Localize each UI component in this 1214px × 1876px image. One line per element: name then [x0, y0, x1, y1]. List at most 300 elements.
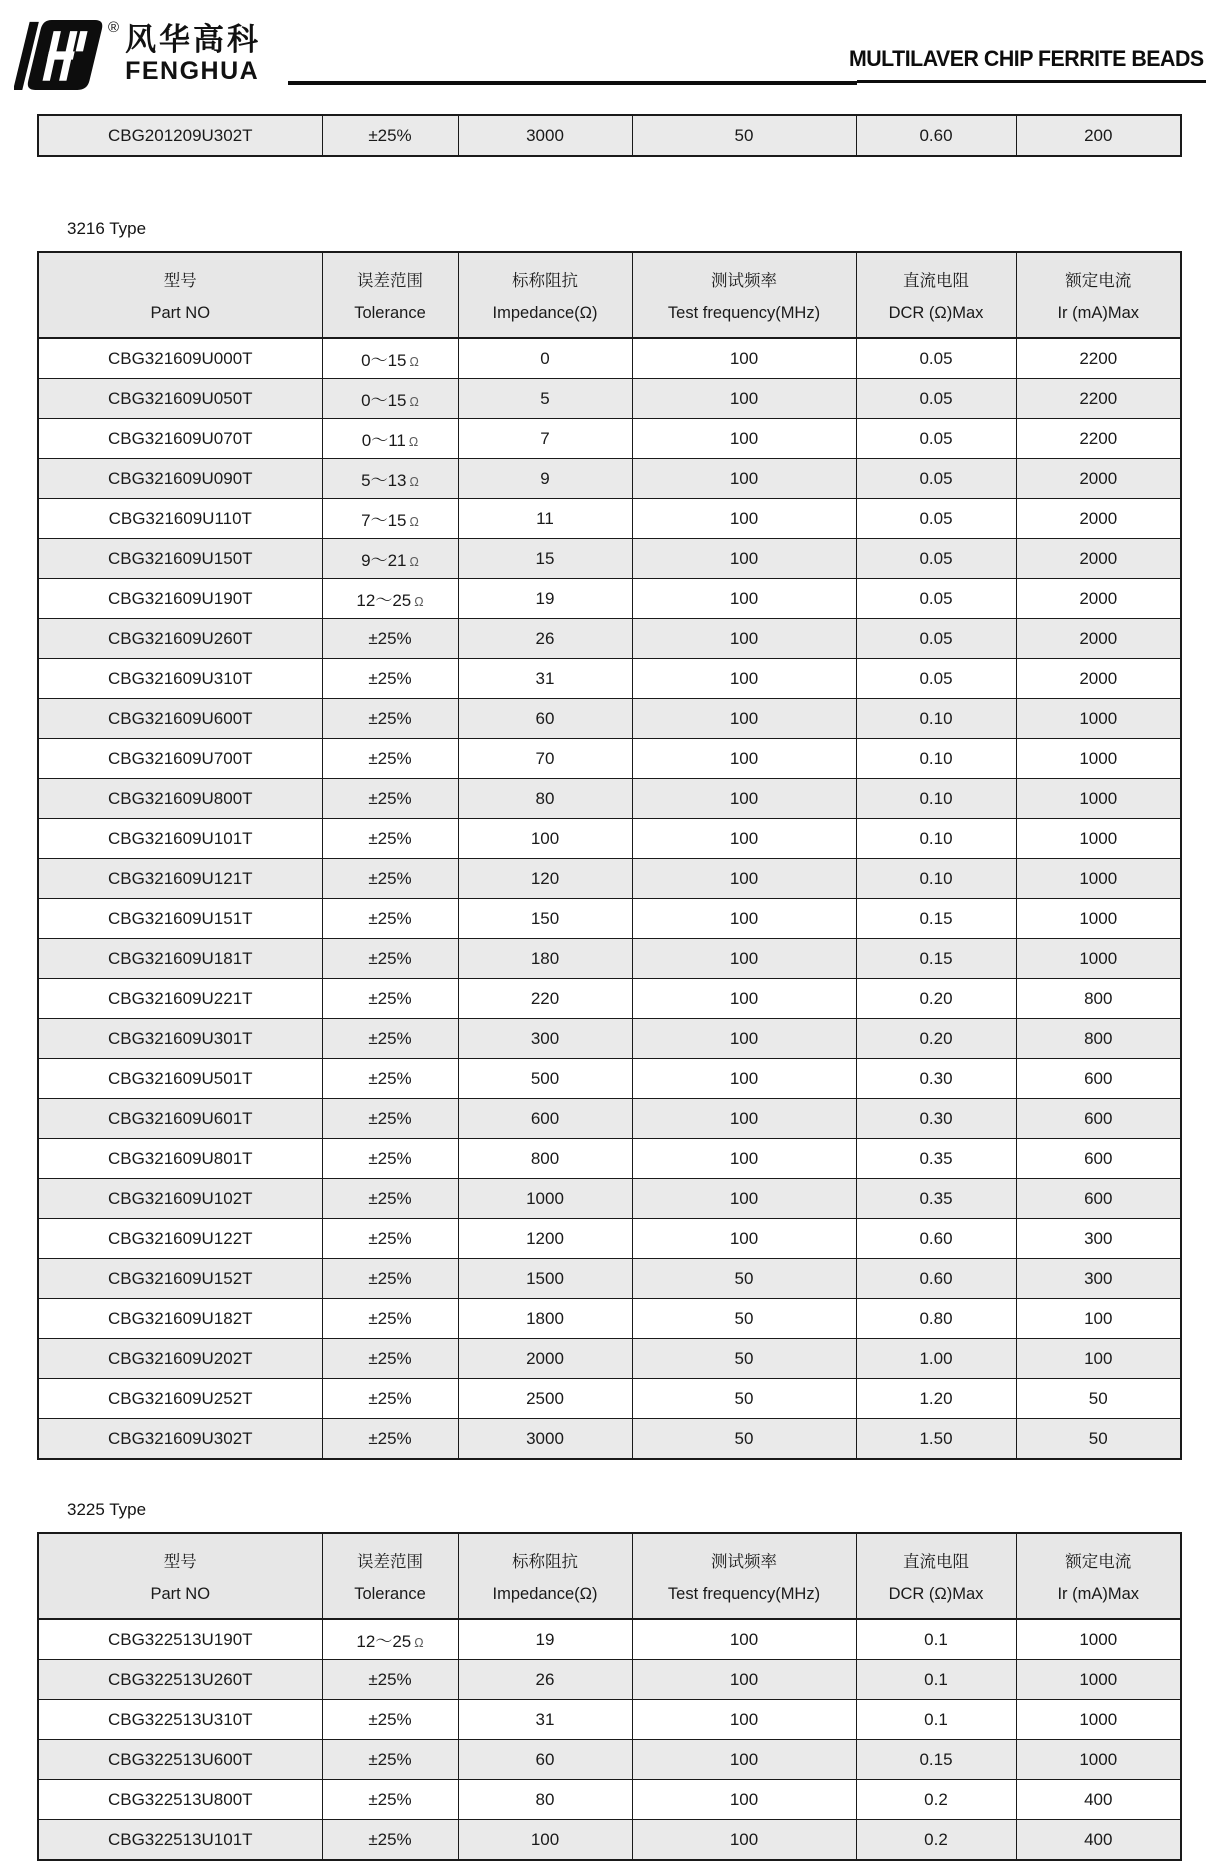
- part-no-cell: CBG321609U310T: [38, 659, 322, 699]
- test-frequency-cell: 100: [632, 819, 856, 859]
- column-header-english: Test frequency(MHz): [667, 304, 821, 323]
- impedance-cell: 120: [458, 859, 632, 899]
- ohm-unit: Ω: [409, 475, 419, 489]
- tolerance-cell: ±25%: [322, 1700, 458, 1740]
- test-frequency-cell: 100: [632, 1780, 856, 1820]
- rated-current-cell: 1000: [1016, 739, 1181, 779]
- test-frequency-cell: 100: [632, 499, 856, 539]
- impedance-cell: 1200: [458, 1219, 632, 1259]
- table-row: [38, 579, 1181, 619]
- tolerance-cell: ±25%: [322, 1419, 458, 1460]
- test-frequency-cell: 100: [632, 1740, 856, 1780]
- ohm-unit: Ω: [408, 435, 419, 449]
- dcr-cell: 0.80: [856, 1299, 1016, 1339]
- impedance-cell: 15: [458, 539, 632, 579]
- column-header: [632, 252, 856, 338]
- table-row: [38, 1299, 1181, 1339]
- part-no-cell: CBG321609U221T: [38, 979, 322, 1019]
- dcr-cell: 0.60: [856, 1259, 1016, 1299]
- tolerance-cell: ±25%: [322, 1820, 458, 1861]
- dcr-cell: 0.2: [856, 1820, 1016, 1861]
- test-frequency-cell: 100: [632, 1139, 856, 1179]
- column-header-english: Impedance(Ω): [492, 304, 598, 323]
- test-frequency-cell: 50: [632, 1339, 856, 1379]
- table-row: [38, 1059, 1181, 1099]
- rated-current-cell: 600: [1016, 1179, 1181, 1219]
- part-no-cell: CBG321609U202T: [38, 1339, 322, 1379]
- type-section-label: 3216 Type: [67, 219, 147, 238]
- test-frequency-cell: 100: [632, 1179, 856, 1219]
- tolerance-cell: ±25%: [322, 1219, 458, 1259]
- impedance-cell: 9: [458, 459, 632, 499]
- column-header-english: Test frequency(MHz): [667, 1585, 821, 1604]
- part-no-cell: CBG321609U070T: [38, 419, 322, 459]
- test-frequency-cell: 100: [632, 779, 856, 819]
- part-no-cell: CBG321609U102T: [38, 1179, 322, 1219]
- impedance-cell: 1000: [458, 1179, 632, 1219]
- rated-current-cell: 1000: [1016, 1700, 1181, 1740]
- dcr-cell: 0.1: [856, 1619, 1016, 1660]
- table-row: [38, 1660, 1181, 1700]
- tolerance-cell: ±25%: [322, 1660, 458, 1700]
- part-no-cell: CBG321609U260T: [38, 619, 322, 659]
- column-header: [322, 252, 458, 338]
- rated-current-cell: 2000: [1016, 499, 1181, 539]
- dcr-cell: 0.15: [856, 899, 1016, 939]
- impedance-cell: 1500: [458, 1259, 632, 1299]
- dcr-cell: 1.00: [856, 1339, 1016, 1379]
- part-no-cell: CBG321609U181T: [38, 939, 322, 979]
- table-row: [38, 499, 1181, 539]
- tolerance-cell: 12～25 Ω: [322, 1619, 458, 1660]
- impedance-cell: 3000: [458, 115, 632, 156]
- column-header-english: Part NO: [150, 1585, 211, 1604]
- rated-current-cell: 1000: [1016, 899, 1181, 939]
- impedance-cell: 100: [458, 819, 632, 859]
- test-frequency-cell: 100: [632, 1099, 856, 1139]
- dcr-cell: 1.50: [856, 1419, 1016, 1460]
- tolerance-cell: 5～13 Ω: [322, 459, 458, 499]
- tolerance-cell: ±25%: [322, 699, 458, 739]
- impedance-cell: 7: [458, 419, 632, 459]
- fenghua-logo-mark-icon: [14, 18, 106, 92]
- rated-current-cell: 300: [1016, 1259, 1181, 1299]
- impedance-cell: 26: [458, 619, 632, 659]
- test-frequency-cell: 50: [632, 1419, 856, 1460]
- fenghua-logo: [14, 18, 261, 92]
- tolerance-cell: 0～11 Ω: [322, 419, 458, 459]
- part-no-cell: CBG321609U110T: [38, 499, 322, 539]
- column-header-english: Impedance(Ω): [492, 1585, 598, 1604]
- tolerance-cell: 7～15 Ω: [322, 499, 458, 539]
- test-frequency-cell: 100: [632, 979, 856, 1019]
- table-row: [38, 115, 1181, 156]
- impedance-cell: 300: [458, 1019, 632, 1059]
- page-content: [37, 114, 1180, 1861]
- table-row: [38, 1179, 1181, 1219]
- rated-current-cell: 100: [1016, 1299, 1181, 1339]
- ohm-unit: Ω: [414, 1636, 424, 1650]
- impedance-cell: 80: [458, 779, 632, 819]
- impedance-cell: 0: [458, 338, 632, 379]
- parts-spec-table: [37, 251, 1182, 1460]
- rated-current-cell: 2000: [1016, 579, 1181, 619]
- impedance-cell: 19: [458, 579, 632, 619]
- test-frequency-cell: 100: [632, 338, 856, 379]
- dcr-cell: 0.05: [856, 579, 1016, 619]
- header-divider-thick-segment: [288, 81, 857, 85]
- table-row: [38, 1820, 1181, 1861]
- test-frequency-cell: 100: [632, 1219, 856, 1259]
- part-no-cell: CBG322513U101T: [38, 1820, 322, 1861]
- tolerance-cell: ±25%: [322, 1339, 458, 1379]
- dcr-cell: 0.15: [856, 939, 1016, 979]
- rated-current-cell: 1000: [1016, 939, 1181, 979]
- column-header-chinese: 额定电流: [1065, 1552, 1132, 1571]
- rated-current-cell: 1000: [1016, 779, 1181, 819]
- table-row: [38, 1339, 1181, 1379]
- column-header-chinese: 型号: [163, 1552, 197, 1571]
- part-no-cell: CBG321609U800T: [38, 779, 322, 819]
- dcr-cell: 0.20: [856, 1019, 1016, 1059]
- table-row: [38, 979, 1181, 1019]
- impedance-cell: 31: [458, 659, 632, 699]
- rated-current-cell: 400: [1016, 1780, 1181, 1820]
- rated-current-cell: 2200: [1016, 338, 1181, 379]
- column-header: [632, 1533, 856, 1619]
- test-frequency-cell: 100: [632, 659, 856, 699]
- tolerance-cell: ±25%: [322, 1780, 458, 1820]
- column-header: [458, 1533, 632, 1619]
- table-row: [38, 739, 1181, 779]
- dcr-cell: 0.60: [856, 115, 1016, 156]
- impedance-cell: 60: [458, 1740, 632, 1780]
- column-header-chinese: 型号: [163, 271, 197, 290]
- dcr-cell: 1.20: [856, 1379, 1016, 1419]
- tolerance-cell: ±25%: [322, 1139, 458, 1179]
- table-row: [38, 779, 1181, 819]
- table-row: [38, 539, 1181, 579]
- tolerance-cell: 9～21 Ω: [322, 539, 458, 579]
- test-frequency-cell: 100: [632, 459, 856, 499]
- part-no-cell: CBG322513U800T: [38, 1780, 322, 1820]
- part-no-cell: CBG321609U302T: [38, 1419, 322, 1460]
- table-row: [38, 1740, 1181, 1780]
- table-row: [38, 899, 1181, 939]
- rated-current-cell: 2000: [1016, 539, 1181, 579]
- part-no-cell: CBG322513U600T: [38, 1740, 322, 1780]
- test-frequency-cell: 100: [632, 899, 856, 939]
- tolerance-cell: 0～15 Ω: [322, 379, 458, 419]
- column-header-chinese: 误差范围: [357, 1552, 423, 1571]
- dcr-cell: 0.05: [856, 619, 1016, 659]
- dcr-cell: 0.10: [856, 859, 1016, 899]
- table-row: [38, 819, 1181, 859]
- column-header-english: Part NO: [150, 304, 211, 323]
- brand-text: [125, 24, 261, 84]
- rated-current-cell: 600: [1016, 1059, 1181, 1099]
- part-no-cell: CBG321609U182T: [38, 1299, 322, 1339]
- document-title: MULTILAVER CHIP FERRITE BEADS: [849, 46, 1204, 71]
- part-no-cell: CBG321609U501T: [38, 1059, 322, 1099]
- dcr-cell: 0.1: [856, 1660, 1016, 1700]
- column-header-english: DCR (Ω)Max: [888, 304, 984, 323]
- dcr-cell: 0.60: [856, 1219, 1016, 1259]
- part-no-cell: CBG321609U601T: [38, 1099, 322, 1139]
- type-sections: [37, 219, 1180, 1861]
- column-header-chinese: 标称阻抗: [512, 271, 578, 290]
- rated-current-cell: 50: [1016, 1419, 1181, 1460]
- test-frequency-cell: 50: [632, 115, 856, 156]
- rated-current-cell: 300: [1016, 1219, 1181, 1259]
- type-section-label: 3225 Type: [67, 1500, 147, 1519]
- table-row: [38, 1700, 1181, 1740]
- table-row: [38, 338, 1181, 379]
- dcr-cell: 0.20: [856, 979, 1016, 1019]
- test-frequency-cell: 100: [632, 379, 856, 419]
- dcr-cell: 0.05: [856, 379, 1016, 419]
- table-row: [38, 619, 1181, 659]
- part-no-cell: CBG201209U302T: [38, 115, 322, 156]
- column-header-english: Ir (mA)Max: [1057, 304, 1140, 323]
- rated-current-cell: 2200: [1016, 379, 1181, 419]
- table-row: [38, 1139, 1181, 1179]
- column-header-english: Tolerance: [354, 304, 426, 323]
- column-header-chinese: 直流电阻: [903, 1552, 969, 1571]
- rated-current-cell: 400: [1016, 1820, 1181, 1861]
- tolerance-cell: ±25%: [322, 1259, 458, 1299]
- impedance-cell: 100: [458, 1820, 632, 1861]
- tolerance-cell: ±25%: [322, 115, 458, 156]
- part-no-cell: CBG322513U190T: [38, 1619, 322, 1660]
- rated-current-cell: 800: [1016, 979, 1181, 1019]
- column-header-chinese: 标称阻抗: [512, 1552, 578, 1571]
- impedance-cell: 5: [458, 379, 632, 419]
- dcr-cell: 0.30: [856, 1099, 1016, 1139]
- table-row: [38, 419, 1181, 459]
- impedance-cell: 1800: [458, 1299, 632, 1339]
- ohm-unit: Ω: [409, 355, 419, 369]
- test-frequency-cell: 100: [632, 1059, 856, 1099]
- part-no-cell: CBG321609U150T: [38, 539, 322, 579]
- impedance-cell: 19: [458, 1619, 632, 1660]
- table-row: [38, 1780, 1181, 1820]
- dcr-cell: 0.30: [856, 1059, 1016, 1099]
- part-no-cell: CBG321609U252T: [38, 1379, 322, 1419]
- part-no-cell: CBG321609U600T: [38, 699, 322, 739]
- part-no-cell: CBG321609U700T: [38, 739, 322, 779]
- column-header-chinese: 直流电阻: [903, 271, 969, 290]
- rated-current-cell: 1000: [1016, 819, 1181, 859]
- tolerance-cell: ±25%: [322, 1299, 458, 1339]
- part-no-cell: CBG321609U190T: [38, 579, 322, 619]
- test-frequency-cell: 50: [632, 1299, 856, 1339]
- column-header: [322, 1533, 458, 1619]
- column-header-chinese: 误差范围: [357, 271, 423, 290]
- tolerance-cell: ±25%: [322, 819, 458, 859]
- tolerance-cell: ±25%: [322, 1740, 458, 1780]
- tolerance-cell: ±25%: [322, 1059, 458, 1099]
- table-row: [38, 939, 1181, 979]
- table-header-row: [38, 252, 1181, 338]
- test-frequency-cell: 100: [632, 1700, 856, 1740]
- test-frequency-cell: 100: [632, 619, 856, 659]
- column-header: [856, 1533, 1016, 1619]
- dcr-cell: 0.35: [856, 1179, 1016, 1219]
- table-row: [38, 1379, 1181, 1419]
- rated-current-cell: 1000: [1016, 1740, 1181, 1780]
- ohm-unit: Ω: [409, 555, 419, 569]
- column-header-chinese: 测试频率: [711, 271, 777, 290]
- impedance-cell: 220: [458, 979, 632, 1019]
- header-divider: [288, 80, 1206, 85]
- test-frequency-cell: 50: [632, 1379, 856, 1419]
- dcr-cell: 0.05: [856, 499, 1016, 539]
- part-no-cell: CBG321609U121T: [38, 859, 322, 899]
- test-frequency-cell: 100: [632, 1619, 856, 1660]
- rated-current-cell: 100: [1016, 1339, 1181, 1379]
- impedance-cell: 180: [458, 939, 632, 979]
- ohm-unit: Ω: [409, 395, 419, 409]
- test-frequency-cell: 100: [632, 1019, 856, 1059]
- impedance-cell: 70: [458, 739, 632, 779]
- tolerance-cell: ±25%: [322, 939, 458, 979]
- dcr-cell: 0.05: [856, 659, 1016, 699]
- ohm-unit: Ω: [414, 595, 424, 609]
- tolerance-cell: ±25%: [322, 1179, 458, 1219]
- impedance-cell: 26: [458, 1660, 632, 1700]
- column-header: [856, 252, 1016, 338]
- column-header-english: DCR (Ω)Max: [888, 1585, 984, 1604]
- part-no-cell: CBG321609U050T: [38, 379, 322, 419]
- impedance-cell: 11: [458, 499, 632, 539]
- impedance-cell: 80: [458, 1780, 632, 1820]
- ohm-unit: Ω: [409, 515, 419, 529]
- table-row: [38, 459, 1181, 499]
- test-frequency-cell: 100: [632, 579, 856, 619]
- rated-current-cell: 800: [1016, 1019, 1181, 1059]
- table-row: [38, 1099, 1181, 1139]
- test-frequency-cell: 100: [632, 1660, 856, 1700]
- test-frequency-cell: 100: [632, 419, 856, 459]
- impedance-cell: 2000: [458, 1339, 632, 1379]
- parts-spec-table: [37, 1532, 1182, 1861]
- rated-current-cell: 600: [1016, 1099, 1181, 1139]
- dcr-cell: 0.10: [856, 779, 1016, 819]
- part-no-cell: CBG321609U151T: [38, 899, 322, 939]
- rated-current-cell: 1000: [1016, 1660, 1181, 1700]
- column-header: [38, 252, 322, 338]
- dcr-cell: 0.1: [856, 1700, 1016, 1740]
- table-header-row: [38, 1533, 1181, 1619]
- brand-name-english: FENGHUA: [125, 57, 260, 85]
- table-row: [38, 379, 1181, 419]
- impedance-cell: 500: [458, 1059, 632, 1099]
- tolerance-cell: ±25%: [322, 779, 458, 819]
- table-row: [38, 1019, 1181, 1059]
- brand-name-chinese: 风华高科: [125, 22, 262, 57]
- dcr-cell: 0.2: [856, 1780, 1016, 1820]
- tolerance-cell: ±25%: [322, 659, 458, 699]
- rated-current-cell: 2000: [1016, 659, 1181, 699]
- test-frequency-cell: 100: [632, 939, 856, 979]
- part-no-cell: CBG321609U101T: [38, 819, 322, 859]
- tolerance-cell: ±25%: [322, 619, 458, 659]
- impedance-cell: 800: [458, 1139, 632, 1179]
- test-frequency-cell: 100: [632, 859, 856, 899]
- test-frequency-cell: 50: [632, 1259, 856, 1299]
- tolerance-cell: ±25%: [322, 739, 458, 779]
- tolerance-cell: ±25%: [322, 1099, 458, 1139]
- impedance-cell: 600: [458, 1099, 632, 1139]
- rated-current-cell: 1000: [1016, 1619, 1181, 1660]
- part-no-cell: CBG321609U000T: [38, 338, 322, 379]
- column-header: [458, 252, 632, 338]
- part-no-cell: CBG321609U301T: [38, 1019, 322, 1059]
- dcr-cell: 0.15: [856, 1740, 1016, 1780]
- rated-current-cell: 2000: [1016, 619, 1181, 659]
- test-frequency-cell: 100: [632, 539, 856, 579]
- test-frequency-cell: 100: [632, 1820, 856, 1861]
- test-frequency-cell: 100: [632, 699, 856, 739]
- part-no-cell: CBG322513U260T: [38, 1660, 322, 1700]
- dcr-cell: 0.35: [856, 1139, 1016, 1179]
- carryover-row-table: [37, 114, 1182, 157]
- column-header: [1016, 1533, 1181, 1619]
- header-divider-thin-segment: [857, 80, 1206, 83]
- dcr-cell: 0.10: [856, 819, 1016, 859]
- table-row: [38, 699, 1181, 739]
- tolerance-cell: 12～25 Ω: [322, 579, 458, 619]
- tolerance-cell: 0～15 Ω: [322, 338, 458, 379]
- dcr-cell: 0.10: [856, 739, 1016, 779]
- tolerance-cell: ±25%: [322, 979, 458, 1019]
- dcr-cell: 0.05: [856, 539, 1016, 579]
- column-header-chinese: 测试频率: [711, 1552, 777, 1571]
- rated-current-cell: 2200: [1016, 419, 1181, 459]
- rated-current-cell: 200: [1016, 115, 1181, 156]
- registered-trademark-symbol: ®: [108, 19, 120, 36]
- rated-current-cell: 1000: [1016, 859, 1181, 899]
- column-header: [1016, 252, 1181, 338]
- impedance-cell: 2500: [458, 1379, 632, 1419]
- table-row: [38, 859, 1181, 899]
- impedance-cell: 60: [458, 699, 632, 739]
- rated-current-cell: 600: [1016, 1139, 1181, 1179]
- column-header: [38, 1533, 322, 1619]
- dcr-cell: 0.10: [856, 699, 1016, 739]
- part-no-cell: CBG321609U090T: [38, 459, 322, 499]
- table-row: [38, 1259, 1181, 1299]
- part-no-cell: CBG321609U152T: [38, 1259, 322, 1299]
- rated-current-cell: 2000: [1016, 459, 1181, 499]
- tolerance-cell: ±25%: [322, 1019, 458, 1059]
- tolerance-cell: ±25%: [322, 899, 458, 939]
- table-row: [38, 1619, 1181, 1660]
- tolerance-cell: ±25%: [322, 1379, 458, 1419]
- impedance-cell: 150: [458, 899, 632, 939]
- impedance-cell: 3000: [458, 1419, 632, 1460]
- table-row: [38, 1419, 1181, 1460]
- column-header-english: Ir (mA)Max: [1057, 1585, 1140, 1604]
- table-row: [38, 1219, 1181, 1259]
- part-no-cell: CBG321609U122T: [38, 1219, 322, 1259]
- dcr-cell: 0.05: [856, 338, 1016, 379]
- dcr-cell: 0.05: [856, 419, 1016, 459]
- table-row: [38, 659, 1181, 699]
- column-header-english: Tolerance: [354, 1585, 426, 1604]
- part-no-cell: CBG321609U801T: [38, 1139, 322, 1179]
